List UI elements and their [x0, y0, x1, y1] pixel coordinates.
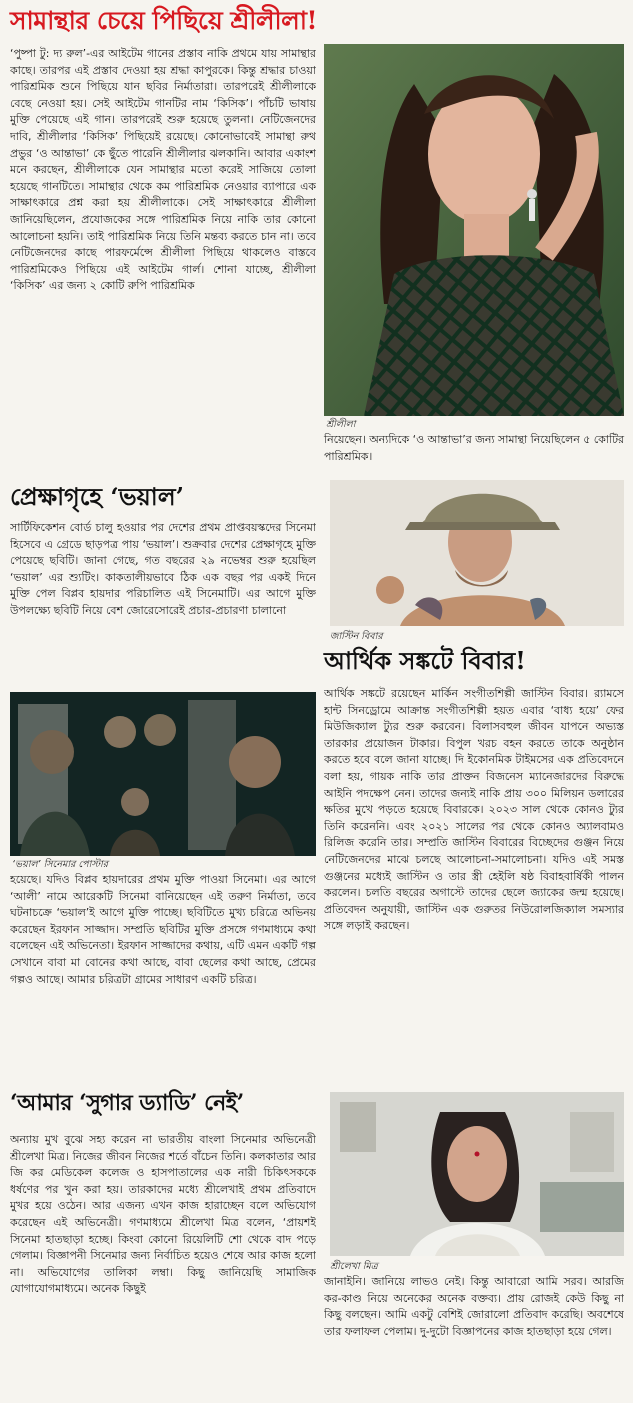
- photo-caption-bhayal: ‘ভয়াল’ সিনেমার পোস্টার: [12, 859, 108, 870]
- headline-bieber: আর্থিক সঙ্কটে বিবার!: [324, 646, 526, 675]
- article-sreelekha-body: অন্যায় মুখ বুঝে সহ্য করেন না ভারতীয় বাংলা সিনেমার অভিনেত্রী শ্রীলেখা মিত্র। নিজের জীবন নিজের শর্তে বাঁচেন তিনি। কলকাতার আর জি কর মেডিকেল কলেজ ও হাসপাতালের এক নারী চিকিৎসককে ধর্ষণের পর খুন করা হয়। তারকাদের মধ্যে শ্রীলেখাই প্রথম প্রতিবাদে মুখর হয়ে ওঠেন। আর এজন্য এখন কাজ হারাচ্ছেন বলে অভিযোগ করেছেন এই অভিনেত্রী। গণমাধ্যমে শ্রীলেখা মিত্র বলেন, ‘প্রায়শই সিনেমা হাতছাড়া হচ্ছে। কিংবা কোনো রিয়েলিটি শো থেকে বাদ পড়ে গেলাম। বিজ্ঞাপনী সিনেমার জন্য নির্বাচিত হয়েও শেষে আর কাজ হলো না। অভিযোগের তালিকা লম্বা। কিছু জানিয়েছি সামাজিক যোগাযোগমাধ্যমে। অনেক কিছুই: [10, 1133, 316, 1296]
- article-bieber-body: আর্থিক সঙ্কটে রয়েছেন মার্কিন সংগীতশিল্পী জাস্টিন বিবার। র‍্যামসে হান্ট সিনড্রোমে আক্রান্ত সংগীতশিল্পী হয়ত এবার ‘বাধ্য হয়ে’ ফের মিউজিক্যাল ট্যুর শুরু করবেন। বিলাসবহুল জীবন যাপনে অভ্যস্ত তারকার প্রয়োজন টাকার। বিপুল খরচ বহন করতে তাকে অনুষ্ঠান করতে হবে বলে জানা যাচ্ছে। দি ইকোনমিক টাইমসের এক প্রতিবেদনে বলা হয়, গায়ক নাকি তার প্রাক্তন বিজনেস ম্যানেজারদের বিরুদ্ধে আইনি পদক্ষেপ নেন। তাদের জন্যই নাকি প্রায় ৩০০ মিলিয়ন ডলারের ক্ষতির মুখে পড়তে হয়েছে বিবারকে। ২০২৩ সাল থেকে কোনও ট্যুর তিনি করেননি। এবং ২০২১ সালের পর থেকে কোনও অ্যালবামও রিলিজ করেনি তার। সম্প্রতি জাস্টিন বিবারের বিচ্ছেদের গুঞ্জন নিয়ে নেটিজেনদের মাঝে চলছে আলোচনা-সমালোচনা। যদিও এই সমস্ত গুঞ্জনের মধ্যেই জাস্টিন ও তার স্ত্রী হেইলি ষষ্ঠ বিবাহবার্ষিকী পালন করলেন। চলতি বছরের অগাস্টে তাদের ছেলে জ্যাকের জন্ম হয়েছে। প্রতিবেদন অনুযায়ী, জাস্টিন এক গুরুতর নিউরোলজিক্যাল সমস্যার সঙ্গে লড়াই করছেন।: [324, 687, 624, 933]
- headline-sreelekha: ‘আমার ‘সুগার ড্যাডি’ নেই’: [10, 1090, 244, 1116]
- article-sreelekha-continued: জানাইনি। জানিয়ে লাভও নেই। কিন্তু আবারো আমি সরব। আরজি কর-কাণ্ড নিয়ে অনেকের অনেক বক্তব্য। প্রায় রোজই কেউ কিছু না কিছু বলছেন। আমি একটু বেশিই জোরালো প্রতিবাদ করেছি। অবশেষে তার ফলাফল পেলাম। দু-দুটো বিজ্ঞাপনের কাজ হাতছাড়া হয়ে গেল।: [324, 1275, 624, 1338]
- photo-caption-sreelekha: শ্রীলেখা মিত্র: [330, 1261, 378, 1272]
- photo-caption-sreeleela: শ্রীলীলা: [326, 419, 356, 430]
- headline-bhayal: প্রেক্ষাগৃহে ‘ভয়াল’: [10, 482, 184, 511]
- headline-sreeleela: সামান্থার চেয়ে পিছিয়ে শ্রীলীলা!: [10, 6, 318, 35]
- article-sreeleela-body: ‘পুষ্পা টু: দ্য রুল’-এর আইটেম গানের প্রস্তাব নাকি প্রথমে যায় সামান্থার কাছে। তারপর এই প্রস্তাব দেওয়া হয় শ্রদ্ধা কাপুরকে। কিন্তু শ্রদ্ধার চাওয়া পারিশ্রমিক শুনে পিছিয়ে যান ছবির নির্মাতারা। তারপরেই শ্রীলীলাকে বেছে নেওয়া হয়। সেই আইটেম গানটির নাম ‘কিসিক’। পাঁচটি ভাষায় মুক্তি পেয়েছে এই গান। তারপরেই শুরু হয়েছে তুলনা। নেটিজেনদের দাবি, শ্রীলীলার ‘কিসিক’ পিছিয়েই রয়েছে। কোনোভাবেই সামান্থা রুথ প্রভুর ‘ও আন্তাভা’ কে ছুঁতে পারেনি শ্রীলীলার ঝলকানি। আবার একাংশ মনে করছেন, শ্রীলীলাকে যেন সামান্থার মতো করেই সাজিয়ে তোলা হয়েছে গানটিতে। সামান্থার থেকে কম পারিশ্রমিক নেওয়ার ব্যাপারে এক সাক্ষাৎকারে প্রশ্ন করা হয় শ্রীলীলাকে। সেই সাক্ষাৎকারে শ্রীলীলা জানিয়েছিলেন, প্রযোজকের সঙ্গে পারিশ্রমিক নিয়ে নাকি তার কোনো আলোচনা হয়নি। তাই পারিশ্রমিক নিয়ে তিনি মন্তব্য করতে চান না। তবে নেটিজেনদের কাছে পারফর্মেন্সে শ্রীলীলা পিছিয়ে থাকলেও বাস্তবে পারিশ্রমিকেও পিছিয়ে এই আইটেম গার্ল। শোনা যাচ্ছে, শ্রীলীলা ‘কিসিক’ এর জন্য ২ কোটি রুপি পারিশ্রমিক: [10, 47, 316, 293]
- article-sreeleela-continued: নিয়েছেন। অন্যদিকে ‘ও আন্তাভা’র জন্য সামান্থা নিয়েছিলেন ৫ কোটির পারিশ্রমিক।: [324, 433, 624, 463]
- sreeleela-photo: [324, 44, 624, 416]
- sreelekha-mitra-photo: [330, 1092, 624, 1256]
- photo-caption-bieber: জাস্টিন বিবার: [330, 631, 383, 642]
- justin-bieber-photo: [330, 480, 624, 626]
- bhayal-poster-photo: [10, 692, 316, 856]
- article-bhayal-body: সার্টিফিকেশন বোর্ড চালু হওয়ার পর দেশের প্রথম প্রাপ্তবয়স্কদের সিনেমা হিসেবে এ গ্রেডে ছাড়পত্র পায় ‘ভয়াল’। শুক্রবার দেশের প্রেক্ষাগৃহে মুক্তি পেয়েছে ছবিটি। জানা গেছে, গত বছরের ২৯ নভেম্বর শুরু হয়েছিল ‘ভয়াল’ এর শ্যুটিং। কাকতালীয়ভাবে ঠিক এক বছর পর একই দিনে মুক্তি পেল বিপ্লব হায়দার পরিচালিত এই সিনেমাটি। এর আগে মুক্তি উপলক্ষ্যে ছবিটি নিয়ে বেশ জোরেসোরেই প্রচার-প্রচারণা চালানো: [10, 521, 316, 617]
- article-bhayal-continued: হয়েছে। যদিও বিপ্লব হায়দারের প্রথম মুক্তি পাওয়া সিনেমা। এর আগে ‘আলী’ নামে আরেকটি সিনেমা বানিয়েছেন এই তরুণ নির্মাতা, তবে ঘটনাচক্রে ‘ভয়াল’ই আগে মুক্তি পাচ্ছে। ছবিটিতে মুখ্য চরিত্রে অভিনয় করেছেন ইরফান সাজ্জাদ। সম্প্রতি ছবিটির মুক্তি প্রসঙ্গে গণমাধ্যমে কথা বলেছেন এই অভিনেতা। ইরফান সাজ্জাদের কথায়, এটি এমন একটি গল্প সেখানে বাবা মা বোনের কথা আছে, বাবা ছেলের কথা আছে, প্রেমের গল্পও আছে। আমার চরিত্রটা গ্রামের সাধারণ একটি চরিত্র।: [10, 873, 316, 986]
